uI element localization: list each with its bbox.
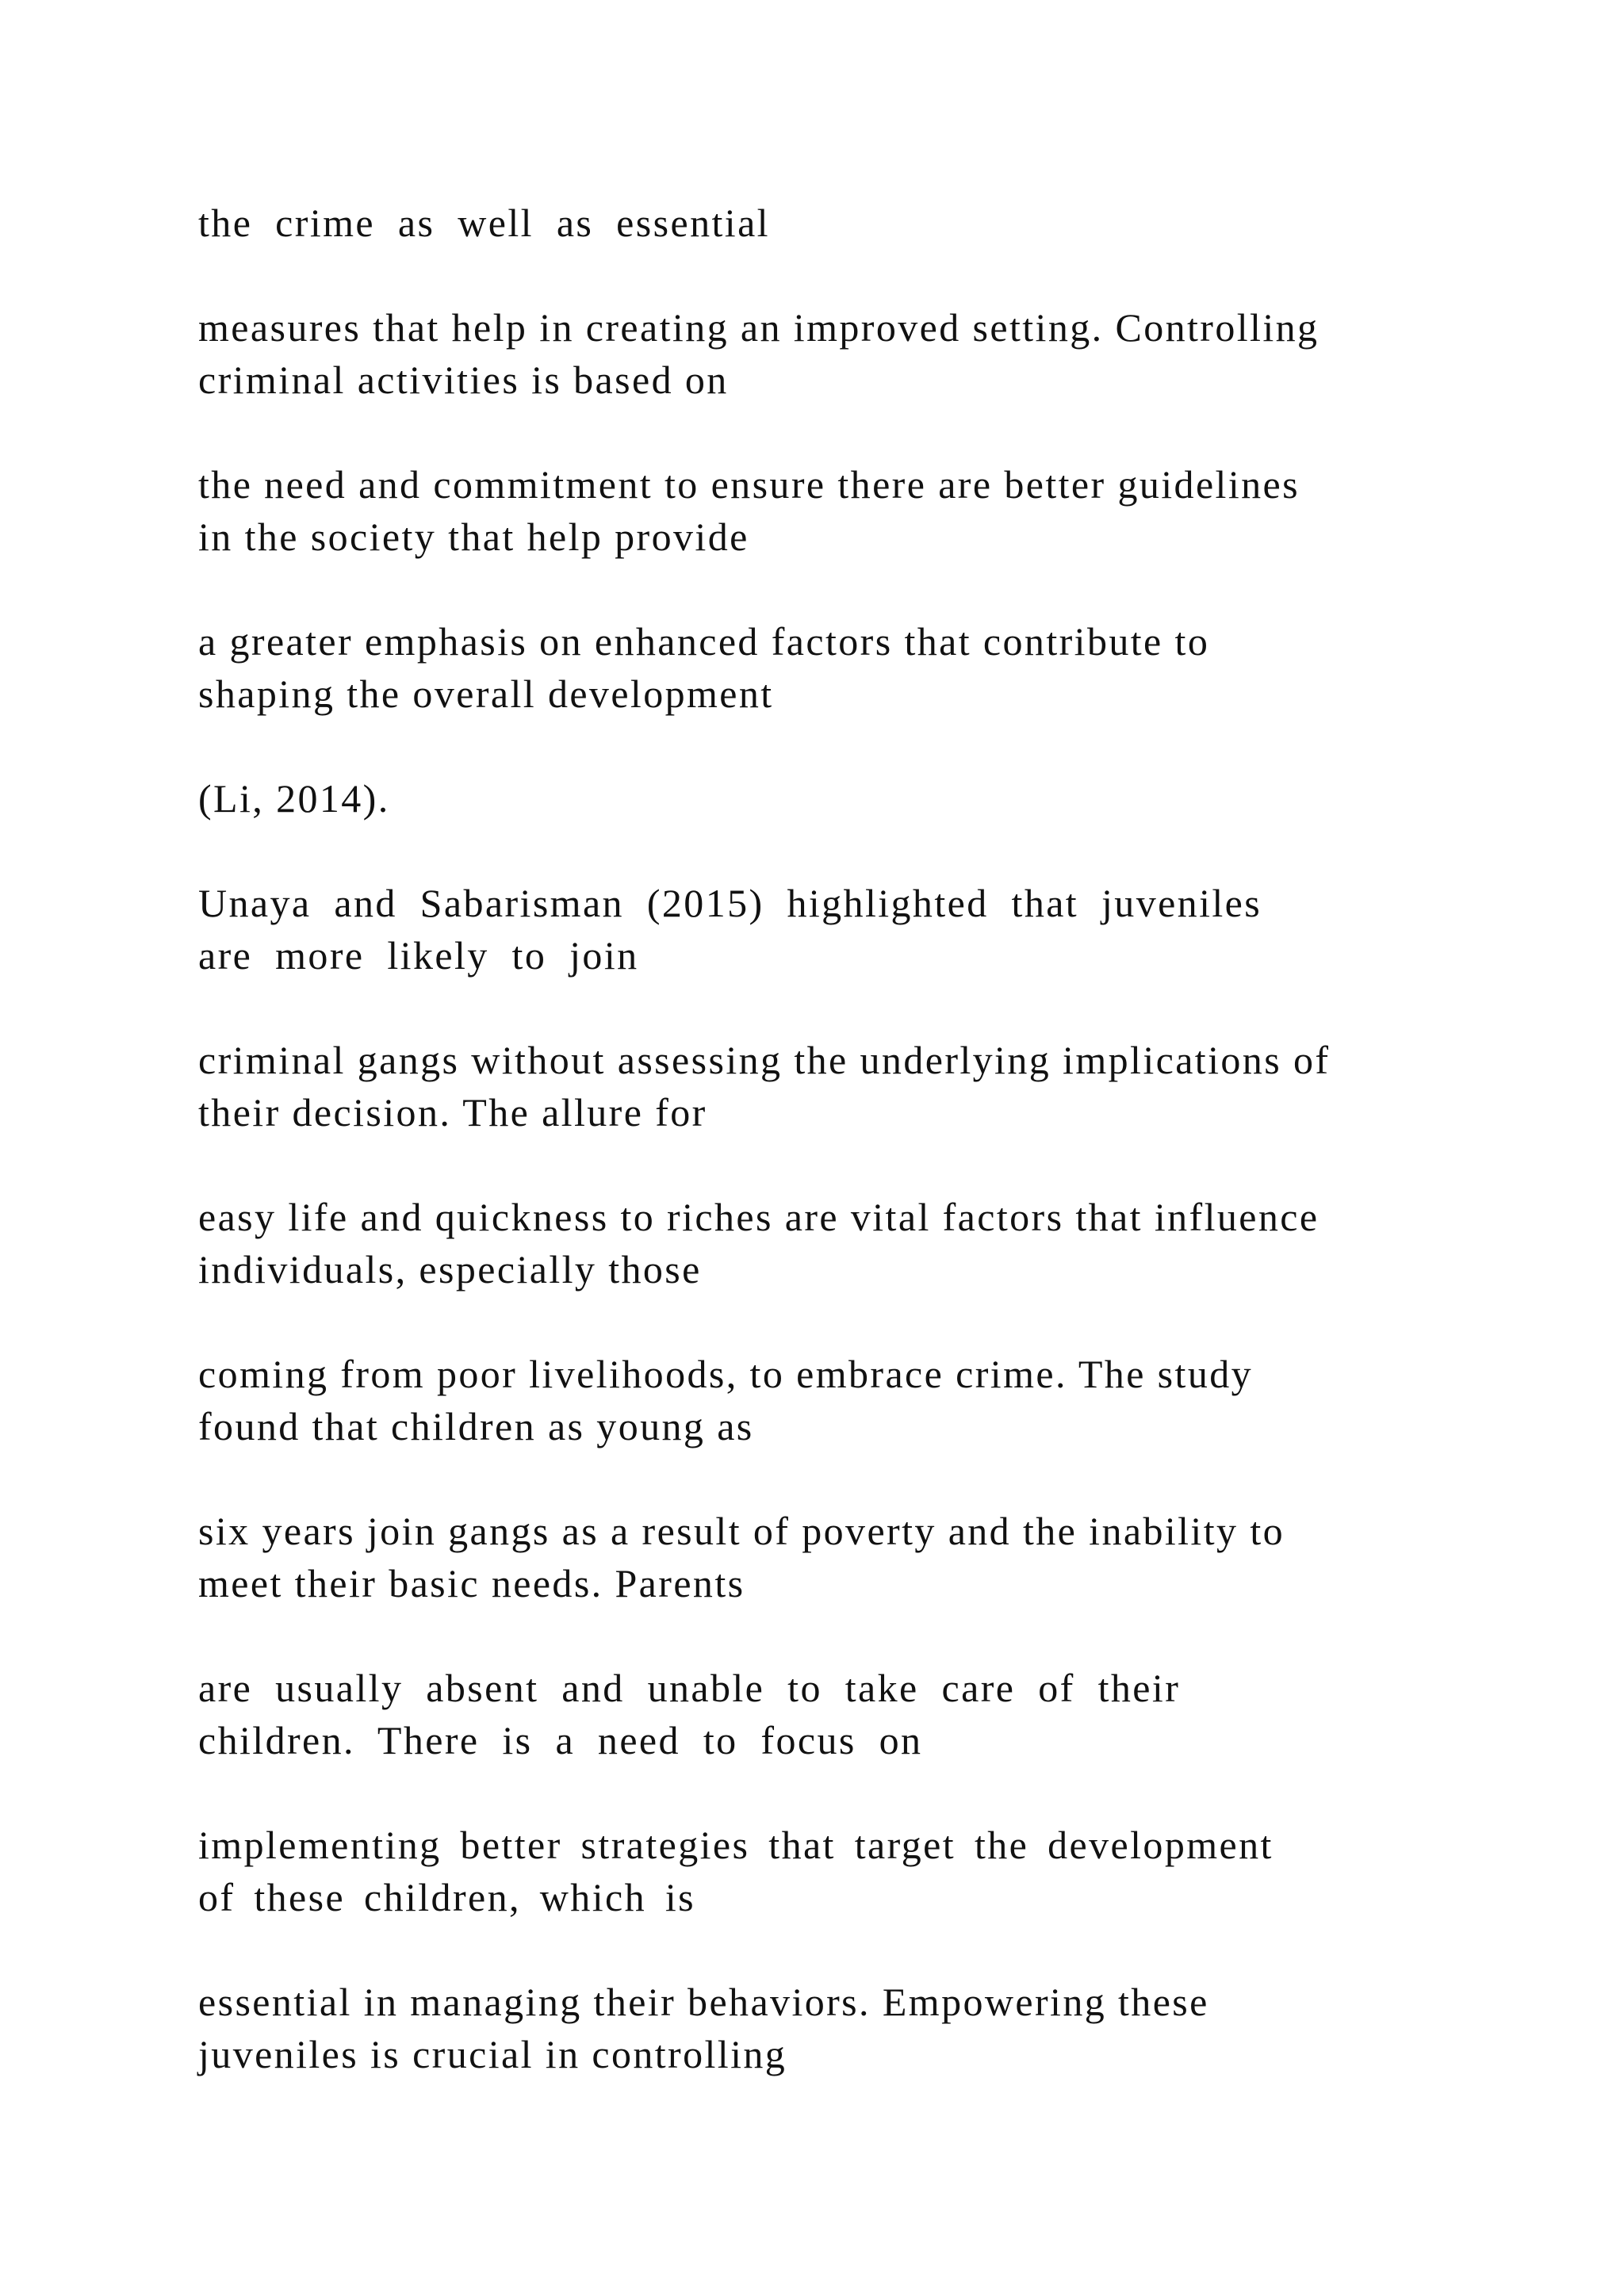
text-line: juveniles is crucial in controlling (198, 2032, 787, 2076)
text-line: essential in managing their behaviors. Empowering these (198, 1980, 1209, 2024)
text-line: are usually absent and unable to take care of their (198, 1666, 1181, 1710)
text-line: criminal activities is based on (198, 358, 729, 402)
text-line: easy life and quickness to riches are vital factors that influence (198, 1195, 1320, 1239)
text-line: a greater emphasis on enhanced factors that contribute to (198, 619, 1210, 664)
text-line: of these children, which is (198, 1875, 696, 1919)
text-line: measures that help in creating an improved setting. Controlling (198, 305, 1320, 350)
text-line: coming from poor livelihoods, to embrace crime. The study (198, 1352, 1254, 1396)
text-line: the need and commitment to ensure there are better guidelines (198, 462, 1300, 507)
text-line: Unaya and Sabarisman (2015) highlighted that juveniles (198, 881, 1262, 925)
text-line: shaping the overall development (198, 672, 774, 716)
text-line: are more likely to join (198, 933, 639, 978)
text-line: individuals, especially those (198, 1247, 702, 1292)
text-line: meet their basic needs. Parents (198, 1561, 745, 1605)
text-line: in the society that help provide (198, 515, 749, 559)
text-line: the crime as well as essential (198, 201, 770, 245)
text-line: children. There is a need to focus on (198, 1718, 923, 1762)
text-line: implementing better strategies that target the development (198, 1823, 1274, 1867)
text-line: six years join gangs as a result of poverty and the inability to (198, 1509, 1285, 1553)
text-line: found that children as young as (198, 1404, 754, 1448)
text-line: (Li, 2014). (198, 776, 390, 821)
text-line: criminal gangs without assessing the underlying implications of (198, 1038, 1331, 1082)
text-line: their decision. The allure for (198, 1090, 707, 1135)
